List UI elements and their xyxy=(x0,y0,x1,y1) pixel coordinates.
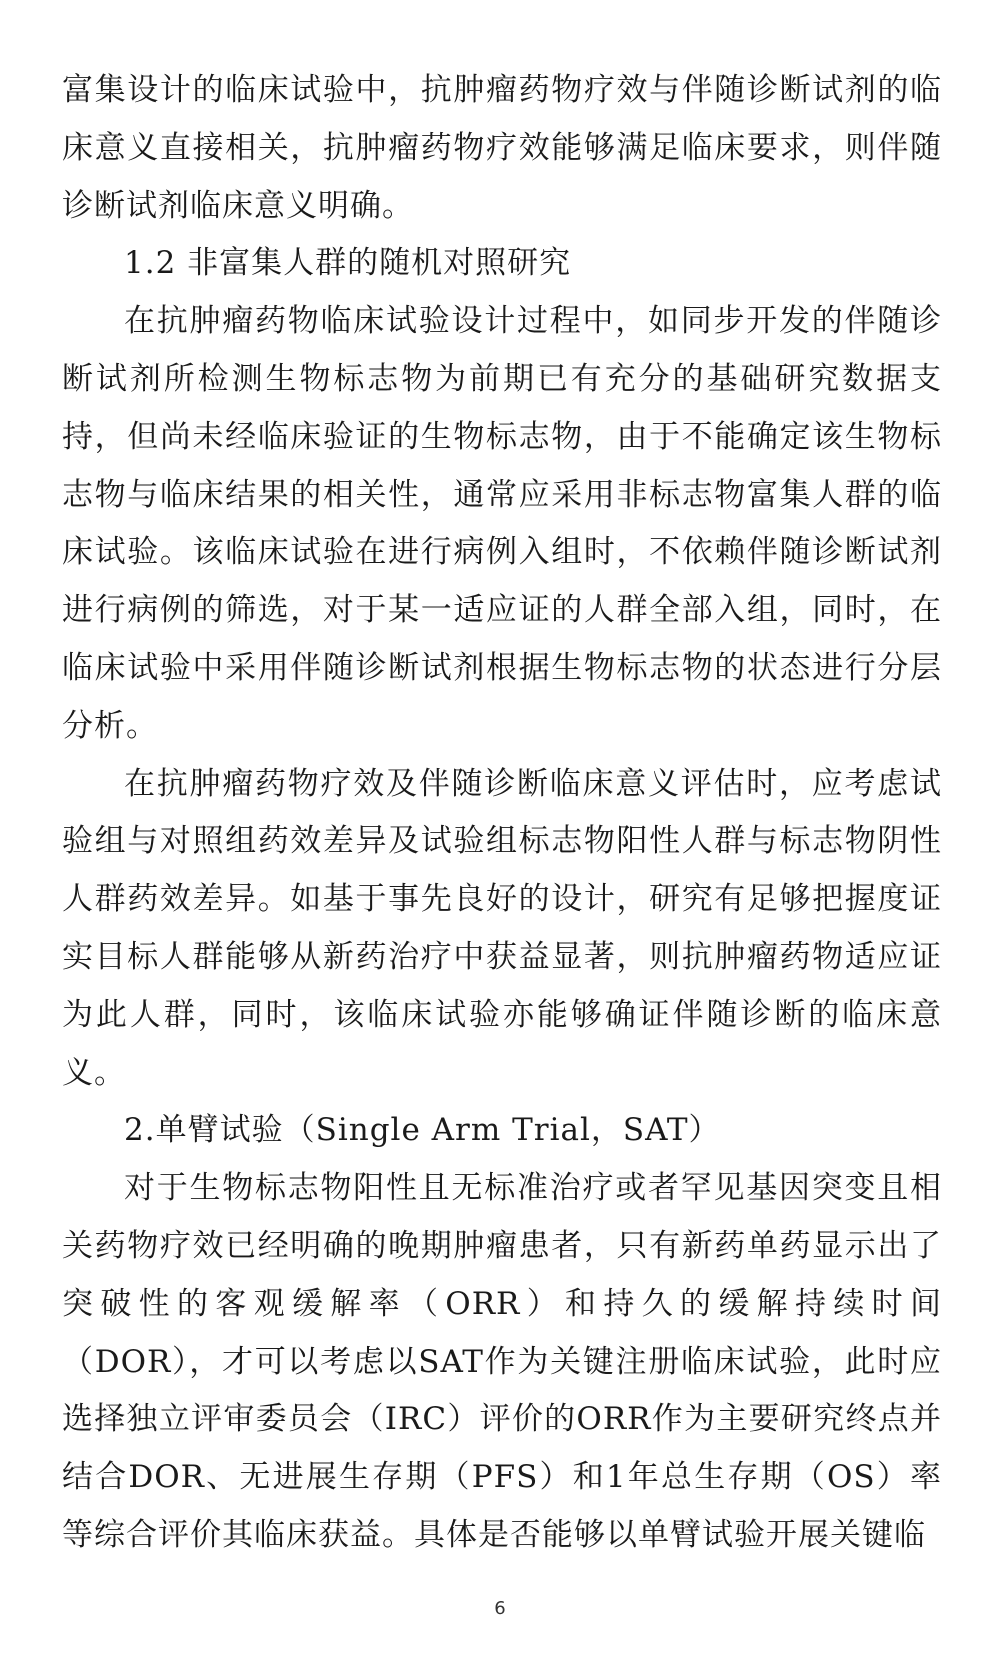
paragraph-non-enriched-design: 在抗肿瘤药物临床试验设计过程中，如同步开发的伴随诊断试剂所检测生物标志物为前期已有充分的基础研究数据支持，但尚未经临床验证的生物标志物，由于不能确定该生物标志物与临床结果的相关性，通常应采用非标志物富集人群的临床试验。该临床试验在进行病例入组时，不依赖伴随诊断试剂进行病例的筛选，对于某一适应证的人群全部入组，同时，在临床试验中采用伴随诊断试剂根据生物标志物的状态进行分层分析。 xyxy=(62,303,942,744)
paragraph-single-arm-trial: 对于生物标志物阳性且无标准治疗或者罕见基因突变且相关药物疗效已经明确的晚期肿瘤患者，只有新药单药显示出了突破性的客观缓解率（ORR）和持久的缓解持续时间（DOR），才可以考虑以SAT作为关键注册临床试验，此时应选择独立评审委员会（IRC）评价的ORR作为主要研究终点并结合DOR、无进展生存期（PFS）和1年总生存期（OS）率等综合评价其临床获益。具体是否能够以单臂试验开展关键临 xyxy=(62,1170,942,1553)
section-heading-2-single-arm: 2.单臂试验（Single Arm Trial，SAT） xyxy=(124,1112,721,1149)
paragraph-enrichment-design-continuation: 富集设计的临床试验中，抗肿瘤药物疗效与伴随诊断试剂的临床意义直接相关，抗肿瘤药物疗效能够满足临床要求，则伴随诊断试剂临床意义明确。 xyxy=(62,72,942,224)
section-heading-1-2: 1.2 非富集人群的随机对照研究 xyxy=(124,245,572,282)
page-number: 6 xyxy=(494,1598,506,1619)
paragraph-efficacy-evaluation: 在抗肿瘤药物疗效及伴随诊断临床意义评估时，应考虑试验组与对照组药效差异及试验组标志物阳性人群与标志物阴性人群药效差异。如基于事先良好的设计，研究有足够把握度证实目标人群能够从新药治疗中获益显著，则抗肿瘤药物适应证为此人群，同时，该临床试验亦能够确证伴随诊断的临床意义。 xyxy=(62,765,942,1091)
body-text xyxy=(62,62,942,1565)
